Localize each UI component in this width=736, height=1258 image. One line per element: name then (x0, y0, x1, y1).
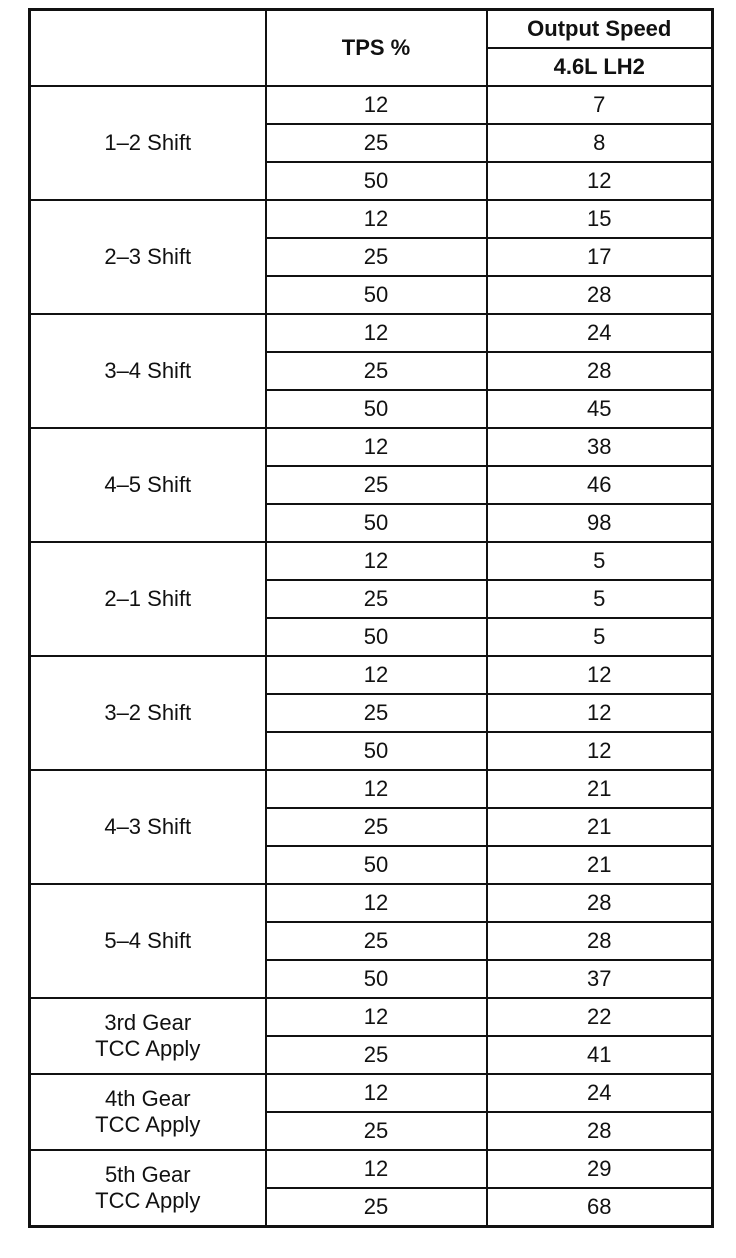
shift-label-line: 4–5 Shift (104, 472, 192, 497)
output-speed-value-cell: 28 (487, 884, 713, 922)
output-speed-value-cell: 17 (487, 238, 713, 276)
shift-label-line: 5th Gear (104, 1162, 191, 1187)
output-speed-value-cell: 15 (487, 200, 713, 238)
table-row (30, 1150, 713, 1188)
tps-value-cell: 25 (266, 808, 487, 846)
tps-value-cell: 12 (266, 200, 487, 238)
shift-label-cell (30, 86, 266, 200)
tps-value-cell: 25 (266, 1112, 487, 1150)
tps-column-header: TPS % (266, 10, 487, 87)
output-speed-value-cell: 46 (487, 466, 713, 504)
table-row (30, 428, 713, 466)
shift-label-line: 3–2 Shift (104, 700, 192, 725)
output-speed-value-cell: 12 (487, 162, 713, 200)
tps-value-cell: 12 (266, 998, 487, 1036)
shift-label-cell (30, 542, 266, 656)
shift-label-cell (30, 884, 266, 998)
tps-value-cell: 50 (266, 504, 487, 542)
table-header (30, 10, 713, 87)
output-speed-value-cell: 68 (487, 1188, 713, 1227)
output-speed-value-cell: 12 (487, 732, 713, 770)
table-body (30, 86, 713, 1227)
output-speed-value-cell: 28 (487, 276, 713, 314)
output-speed-value-cell: 28 (487, 352, 713, 390)
header-row-top (30, 10, 713, 49)
table-row (30, 656, 713, 694)
output-speed-value-cell: 22 (487, 998, 713, 1036)
tps-value-cell: 50 (266, 960, 487, 998)
shift-label-cell (30, 656, 266, 770)
table-row (30, 884, 713, 922)
table-row (30, 314, 713, 352)
shift-label-line: 1–2 Shift (104, 130, 192, 155)
tps-value-cell: 25 (266, 694, 487, 732)
output-speed-value-cell: 24 (487, 314, 713, 352)
shift-label-cell (30, 200, 266, 314)
output-speed-value-cell: 21 (487, 770, 713, 808)
tps-value-cell: 50 (266, 276, 487, 314)
table-row (30, 998, 713, 1036)
output-speed-value-cell: 7 (487, 86, 713, 124)
shift-label-cell (30, 1074, 266, 1150)
output-speed-value-cell: 21 (487, 808, 713, 846)
shift-speed-table-container (28, 8, 711, 1228)
tps-value-cell: 50 (266, 618, 487, 656)
output-speed-value-cell: 12 (487, 694, 713, 732)
output-speed-value-cell: 28 (487, 1112, 713, 1150)
shift-label-line: TCC Apply (95, 1188, 201, 1213)
table-row (30, 770, 713, 808)
tps-value-cell: 25 (266, 352, 487, 390)
tps-value-cell: 25 (266, 580, 487, 618)
tps-value-cell: 12 (266, 884, 487, 922)
tps-value-cell: 50 (266, 846, 487, 884)
header-blank-cell (30, 10, 266, 87)
table-row (30, 542, 713, 580)
table-row (30, 200, 713, 238)
tps-value-cell: 50 (266, 390, 487, 428)
tps-value-cell: 25 (266, 1188, 487, 1227)
engine-column-header: 4.6L LH2 (487, 48, 713, 86)
tps-value-cell: 50 (266, 732, 487, 770)
output-speed-value-cell: 38 (487, 428, 713, 466)
table-row (30, 1074, 713, 1112)
output-speed-header: Output Speed (487, 10, 713, 49)
output-speed-value-cell: 45 (487, 390, 713, 428)
output-speed-value-cell: 8 (487, 124, 713, 162)
output-speed-value-cell: 41 (487, 1036, 713, 1074)
output-speed-value-cell: 5 (487, 542, 713, 580)
tps-value-cell: 12 (266, 656, 487, 694)
tps-value-cell: 12 (266, 770, 487, 808)
tps-value-cell: 12 (266, 1074, 487, 1112)
tps-value-cell: 12 (266, 86, 487, 124)
tps-value-cell: 12 (266, 542, 487, 580)
shift-label-line: 4th Gear (104, 1086, 191, 1111)
tps-value-cell: 25 (266, 1036, 487, 1074)
tps-value-cell: 25 (266, 124, 487, 162)
shift-label-cell (30, 1150, 266, 1227)
tps-value-cell: 25 (266, 466, 487, 504)
shift-label-line: 5–4 Shift (104, 928, 192, 953)
table-row (30, 86, 713, 124)
tps-value-cell: 25 (266, 238, 487, 276)
shift-label-cell (30, 770, 266, 884)
shift-label-cell (30, 428, 266, 542)
shift-label-cell (30, 998, 266, 1074)
shift-label-line: TCC Apply (95, 1112, 201, 1137)
tps-value-cell: 25 (266, 922, 487, 960)
shift-label-cell (30, 314, 266, 428)
output-speed-value-cell: 5 (487, 618, 713, 656)
output-speed-value-cell: 21 (487, 846, 713, 884)
output-speed-value-cell: 24 (487, 1074, 713, 1112)
shift-label-line: 3rd Gear (104, 1010, 192, 1035)
shift-label-line: TCC Apply (95, 1036, 201, 1061)
shift-label-line: 4–3 Shift (104, 814, 192, 839)
tps-value-cell: 12 (266, 1150, 487, 1188)
output-speed-value-cell: 12 (487, 656, 713, 694)
output-speed-value-cell: 28 (487, 922, 713, 960)
shift-speed-table (28, 8, 714, 1228)
output-speed-value-cell: 98 (487, 504, 713, 542)
tps-value-cell: 50 (266, 162, 487, 200)
output-speed-value-cell: 5 (487, 580, 713, 618)
output-speed-value-cell: 37 (487, 960, 713, 998)
output-speed-value-cell: 29 (487, 1150, 713, 1188)
shift-label-line: 3–4 Shift (104, 358, 192, 383)
shift-label-line: 2–3 Shift (104, 244, 192, 269)
shift-label-line: 2–1 Shift (104, 586, 192, 611)
tps-value-cell: 12 (266, 314, 487, 352)
tps-value-cell: 12 (266, 428, 487, 466)
